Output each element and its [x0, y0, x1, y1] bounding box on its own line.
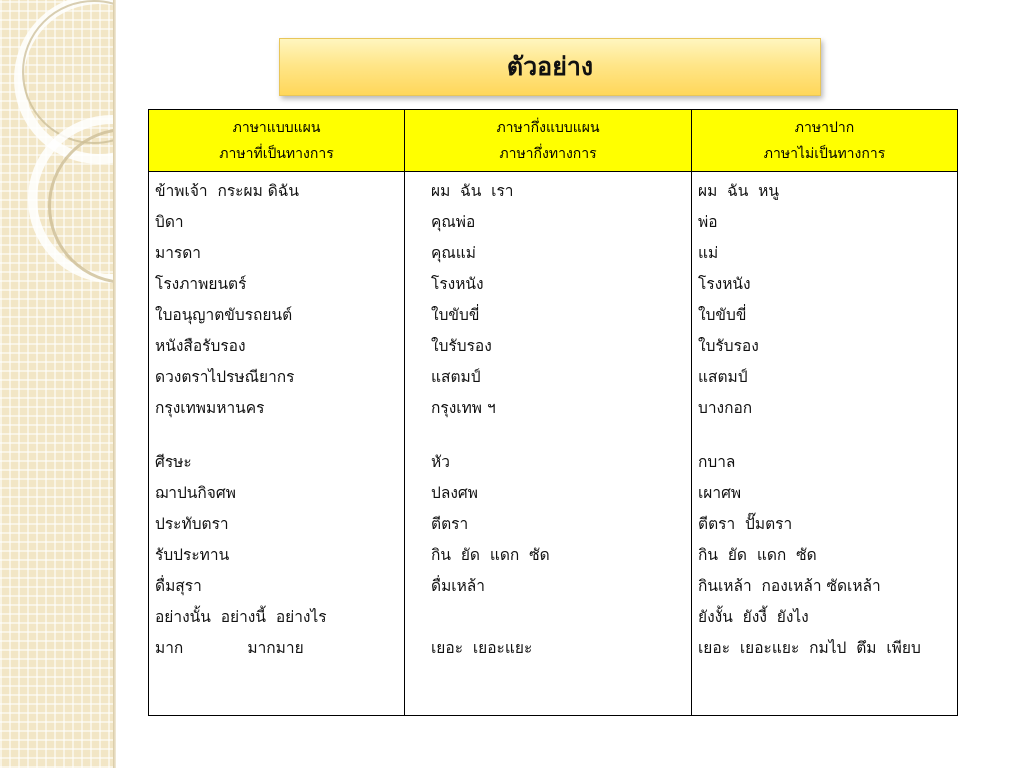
list-item: หัว: [431, 453, 450, 471]
list-item: ยังงั้น ยังงี้ ยังไง: [698, 608, 809, 626]
list-item: กบาล: [698, 453, 736, 471]
header-formal: [149, 110, 405, 172]
informal-column: [692, 172, 958, 716]
list-item: มารดา: [155, 244, 202, 262]
list-item: รับประทาน: [155, 546, 230, 564]
header-semi-formal: [405, 110, 692, 172]
side-band-edge: [113, 0, 116, 768]
list-item: แสตมป์: [698, 368, 748, 386]
list-item: ดื่มเหล้า: [431, 577, 486, 595]
list-item: ใบอนุญาตขับรถยนต์: [155, 306, 293, 324]
list-item: กินเหล้า กองเหล้า ซัดเหล้า: [698, 577, 881, 595]
list-item: ตีตรา ปั๊มตรา: [698, 515, 793, 533]
list-item: ข้าพเจ้า กระผม ดิฉัน: [155, 182, 299, 200]
list-item: ใบรับรอง: [698, 337, 759, 355]
header-line: ภาษาปาก: [794, 119, 855, 136]
list-item: ดวงตราไปรษณียากร: [155, 368, 295, 386]
list-item: คุณแม่: [431, 244, 476, 262]
list-item: แม่: [698, 244, 719, 262]
list-item: ใบรับรอง: [431, 337, 492, 355]
list-item: เผาศพ: [698, 484, 742, 502]
list-item: ฌาปนกิจศพ: [155, 484, 236, 502]
list-item: กรุงเทพมหานคร: [155, 399, 265, 417]
table-header-row: [149, 110, 958, 172]
list-item: ตีตรา: [431, 515, 469, 533]
semi-formal-column: [405, 172, 692, 716]
list-item: บิดา: [155, 213, 184, 231]
list-item: เยอะ เยอะแยะ กมไป ตึม เพียบ: [698, 639, 921, 657]
list-item: มาก มากมาย: [155, 639, 304, 657]
header-line: ภาษากึ่งแบบแผน: [496, 119, 600, 136]
list-item: บางกอก: [698, 399, 753, 417]
list-item: หนังสือรับรอง: [155, 337, 246, 355]
header-line: ภาษากึ่งทางการ: [499, 145, 597, 162]
list-item: คุณพ่อ: [431, 213, 476, 231]
list-item: ศีรษะ: [155, 453, 192, 471]
title-banner: [279, 38, 821, 96]
header-line: ภาษาที่เป็นทางการ: [219, 145, 334, 162]
list-item: กิน ยัด แดก ซัด: [431, 546, 550, 564]
list-item: ดื่มสุรา: [155, 577, 202, 595]
header-line: ภาษาไม่เป็นทางการ: [763, 145, 886, 162]
slide-title: ตัวอย่าง: [506, 52, 594, 81]
list-item: [431, 602, 685, 633]
group-gap: [155, 424, 398, 447]
list-item: ใบขับขี่: [431, 306, 480, 324]
group-gap: [431, 424, 685, 447]
list-item: ประทับตรา: [155, 515, 229, 533]
list-item: กิน ยัด แดก ซัด: [698, 546, 817, 564]
table-body-row: [149, 172, 958, 716]
list-item: อย่างนั้น อย่างนี้ อย่างไร: [155, 608, 327, 626]
list-item: ผม ฉัน เรา: [431, 182, 514, 200]
group-gap: [698, 424, 951, 447]
list-item: กรุงเทพ ฯ: [431, 399, 496, 417]
list-item: พ่อ: [698, 213, 718, 231]
decorative-side-band: [0, 0, 113, 768]
list-item: ปลงศพ: [431, 484, 478, 502]
list-item: แสตมป์: [431, 368, 481, 386]
header-line: ภาษาแบบแผน: [232, 119, 321, 136]
list-item: โรงหนัง: [431, 275, 484, 293]
list-item: โรงภาพยนตร์: [155, 275, 247, 293]
header-informal: [692, 110, 958, 172]
formal-column: [149, 172, 405, 716]
list-item: เยอะ เยอะแยะ: [431, 639, 533, 657]
list-item: โรงหนัง: [698, 275, 751, 293]
list-item: ใบขับขี่: [698, 306, 747, 324]
language-level-table: [148, 109, 958, 716]
list-item: ผม ฉัน หนู: [698, 182, 779, 200]
